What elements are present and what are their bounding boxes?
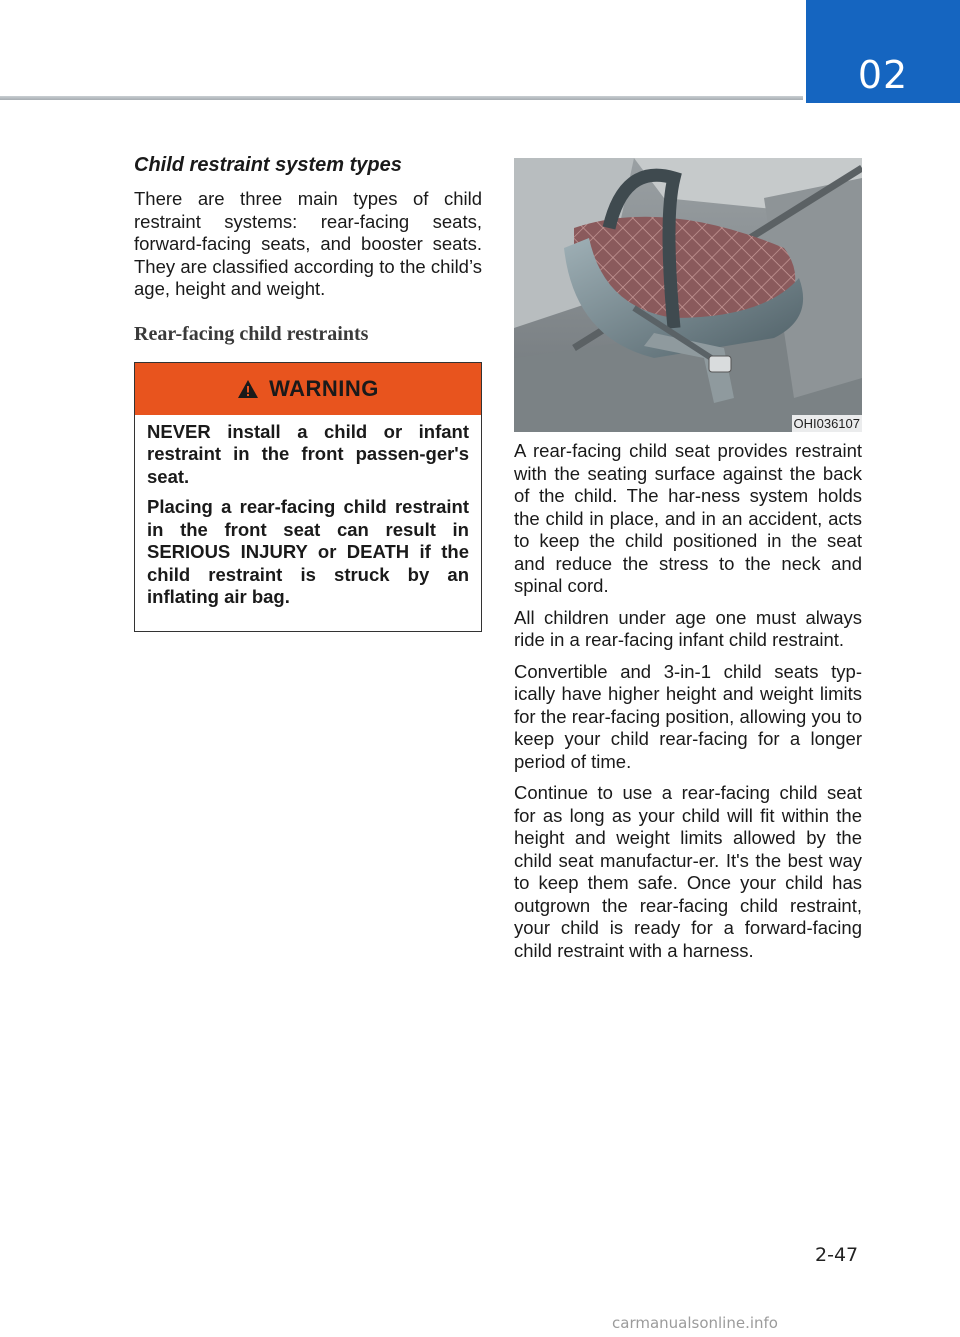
warning-paragraph: NEVER install a child or infant restraint in the front passen-ger's seat. <box>147 420 469 487</box>
warning-triangle-icon <box>237 379 259 399</box>
body-paragraph: All children under age one must always ride in a rear-facing infant child restraint. <box>514 606 862 650</box>
header-rule <box>0 96 803 100</box>
intro-paragraph: There are three main types of child restraint systems: rear-facing seats, forward-facing seats, and booster seats. They are classified according to the child’s age, height and weight. <box>134 188 482 299</box>
warning-header <box>135 363 481 415</box>
warning-box <box>134 362 482 632</box>
child-seat-illustration <box>514 158 862 432</box>
left-column <box>134 152 482 632</box>
right-column <box>514 158 862 971</box>
subheading: Rear-facing child restraints <box>134 322 369 345</box>
warning-paragraph: Placing a rear-facing child restraint in the front seat can result in SERIOUS INJURY or DEATH if the child restraint is struck by an inflating air bag. <box>147 496 469 607</box>
rear-facing-seat-image <box>514 158 862 432</box>
warning-body <box>135 415 481 631</box>
chapter-tab: 02 <box>806 0 960 103</box>
watermark-link[interactable]: carmanualsonline.info <box>612 1314 778 1332</box>
body-paragraph: A rear-facing child seat provides restraint with the seating surface against the back of the child. The har-ness system holds the child in place, and in an accident, acts to keep the child positioned in the seat and reduce the stress to the neck and spinal cord. <box>514 440 862 596</box>
section-title: Child restraint system types <box>134 154 402 176</box>
body-paragraph: Convertible and 3-in-1 child seats typ-ically have higher height and weight limits for the rear-facing position, allowing you to keep your child rear-facing for a longer period of time. <box>514 660 862 772</box>
body-paragraph: Continue to use a rear-facing child seat for as long as your child will fit within the height and weight limits allowed by the child seat manufactur-er. It's the best way to keep them safe. Once your child has outgrown the rear-facing child restraint, your child is ready for a forward-facing child restraint with a harness. <box>514 782 862 961</box>
page-number: 2-47 <box>815 1244 859 1266</box>
figure-code: OHI036107 <box>793 416 860 431</box>
warning-title: WARNING <box>269 375 379 401</box>
